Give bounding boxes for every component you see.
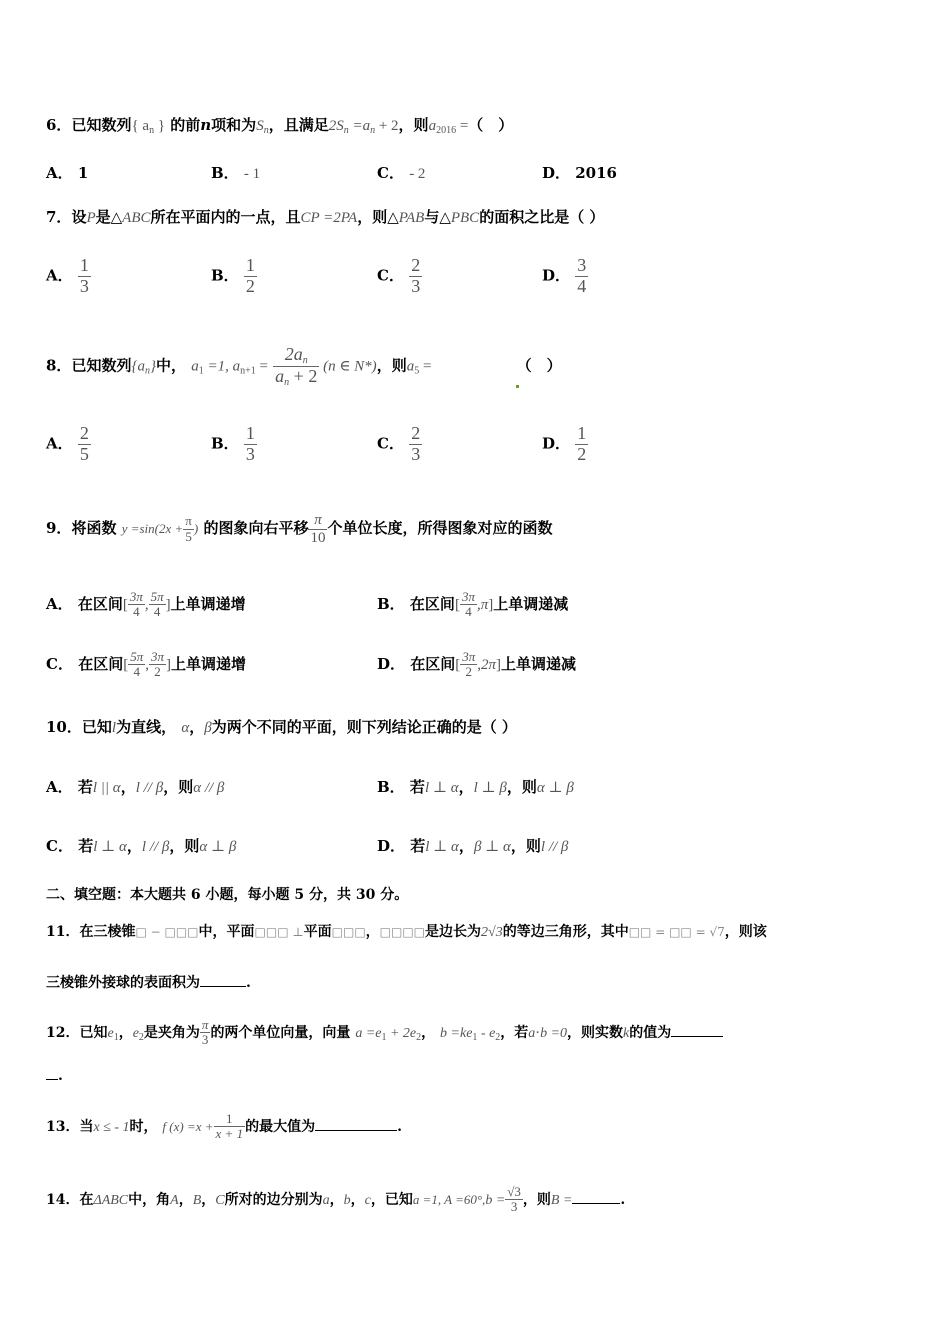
q10-option-a: A． 若l || α，l // β，则α // β — [46, 778, 225, 796]
q12-number: 12． — [46, 1024, 80, 1041]
q7-number: 7． — [46, 208, 72, 226]
q11-answer-blank[interactable] — [200, 986, 246, 987]
q10-option-b: B． 若l ⊥ α，l ⊥ β，则α ⊥ β — [377, 778, 574, 796]
q9-option-d: D． 在区间[ $\frac{3\pi}{2}$ ,2π]上单调递减 — [377, 649, 577, 680]
q14-answer-blank[interactable] — [572, 1203, 620, 1204]
q13-answer-blank[interactable] — [315, 1130, 397, 1131]
q10-option-c: C． 若l ⊥ α，l // β，则α ⊥ β — [46, 837, 237, 855]
question-12-line-2: . — [46, 1068, 63, 1084]
q7-option-a: A． $\frac{1}{3}$ — [46, 255, 89, 296]
question-7: 7．设P是△ABC所在平面内的一点，且CP =2PA，则△PAB与△PBC的面积之比是（ ） — [46, 208, 605, 226]
q13-number: 13． — [46, 1118, 80, 1135]
question-12: 12．已知$e_1$，$e_2$是夹角为 $\frac{\pi}{3}$ 的两个单位向量，向量 $a =e_1 + 2e_2$， $b =ke_1 - e_2$，若a⋅b =0，则实数k的值为 — [46, 1018, 723, 1048]
question-13: 13．当x ≤ - 1时， f (x) =x + $\frac{1}{x + 1}$ 的最大值为 . — [46, 1111, 402, 1142]
q8-option-b: B． $\frac{1}{3}$ — [211, 423, 255, 464]
question-14: 14．在ΔABC中，角A，B，C所对的边分别为a，b，c，已知a =1, A =60°,b = $\frac{√3}{3}$ ，则B = . — [46, 1184, 626, 1215]
q6-option-a: A． 1 — [46, 164, 89, 182]
q8-option-c: C． $\frac{2}{3}$ — [377, 423, 421, 464]
q7-option-d: D． $\frac{3}{4}$ — [542, 255, 587, 296]
q12-answer-blank[interactable] — [671, 1036, 723, 1037]
q8-option-a: A． $\frac{2}{5}$ — [46, 423, 89, 464]
q8-recurrence-fraction: $\frac{2a_n}{a_n + 2}$ — [275, 344, 318, 388]
q11-number: 11． — [46, 924, 80, 940]
q8-number: 8． — [46, 356, 72, 375]
q9-option-b: B． 在区间[ $\frac{3\pi}{4}$ ,π]上单调递减 — [377, 589, 569, 620]
q14-number: 14． — [46, 1191, 80, 1208]
question-8: 8．已知数列$\{a_n\}$中， $a_1 =1$, $a_{n+1}$ = $\frac{2a_n}{a_n + 2}$ (n ∈ N*)，则$a_5$ = （ ） — [46, 344, 562, 388]
q10-number: 10． — [46, 718, 82, 736]
q9-option-c: C． 在区间[ $\frac{5\pi}{4}$ , $\frac{3\pi}{2}$ ]上单调递增 — [46, 649, 246, 680]
q6-number: 6． — [46, 116, 72, 134]
question-9: 9．将函数 y =sin(2x + $\frac{\pi}{5}$ ) 的图象向右平移 $\frac{\pi}{10}$ 个单位长度，所得图象对应的函数 — [46, 512, 553, 546]
q9-number: 9． — [46, 519, 72, 537]
q12-answer-blank-cont[interactable] — [46, 1079, 58, 1080]
q9-option-a: A． 在区间[ $\frac{3\pi}{4}$ , $\frac{5\pi}{4}$ ]上单调递增 — [46, 589, 246, 620]
q8-option-d: D． $\frac{1}{2}$ — [542, 423, 587, 464]
q7-option-b: B． $\frac{1}{2}$ — [211, 255, 255, 296]
q6-option-b: B． - 1 — [211, 164, 261, 182]
q7-option-c: C． $\frac{2}{3}$ — [377, 255, 421, 296]
q6-option-c: C． - 2 — [377, 164, 426, 182]
section-2-heading: 二、填空题：本大题共 6 小题，每小题 5 分，共 30 分。 — [46, 887, 409, 903]
question-10: 10．已知l为直线， α，β为两个不同的平面，则下列结论正确的是（ ） — [46, 718, 517, 736]
question-11-line-2: 三棱锥外接球的表面积为 . — [46, 975, 251, 991]
green-dot — [516, 385, 519, 388]
q6-option-d: D． 2016 — [542, 164, 617, 182]
question-11: 11．在三棱锥□ − □□□中，平面□□□ ⊥平面□□□，□□□□是边长为2√3的等边三角形，其中□□ = □□ = √7，则该 — [46, 924, 767, 940]
question-6: 6．已知数列{ $a_n$ } 的前n项和为$S_n$，且满足$2S_n =a_n + 2$，则$a_{2016}$ =（ ） — [46, 116, 514, 136]
q10-option-d: D． 若l ⊥ α，β ⊥ α，则l // β — [377, 837, 569, 855]
